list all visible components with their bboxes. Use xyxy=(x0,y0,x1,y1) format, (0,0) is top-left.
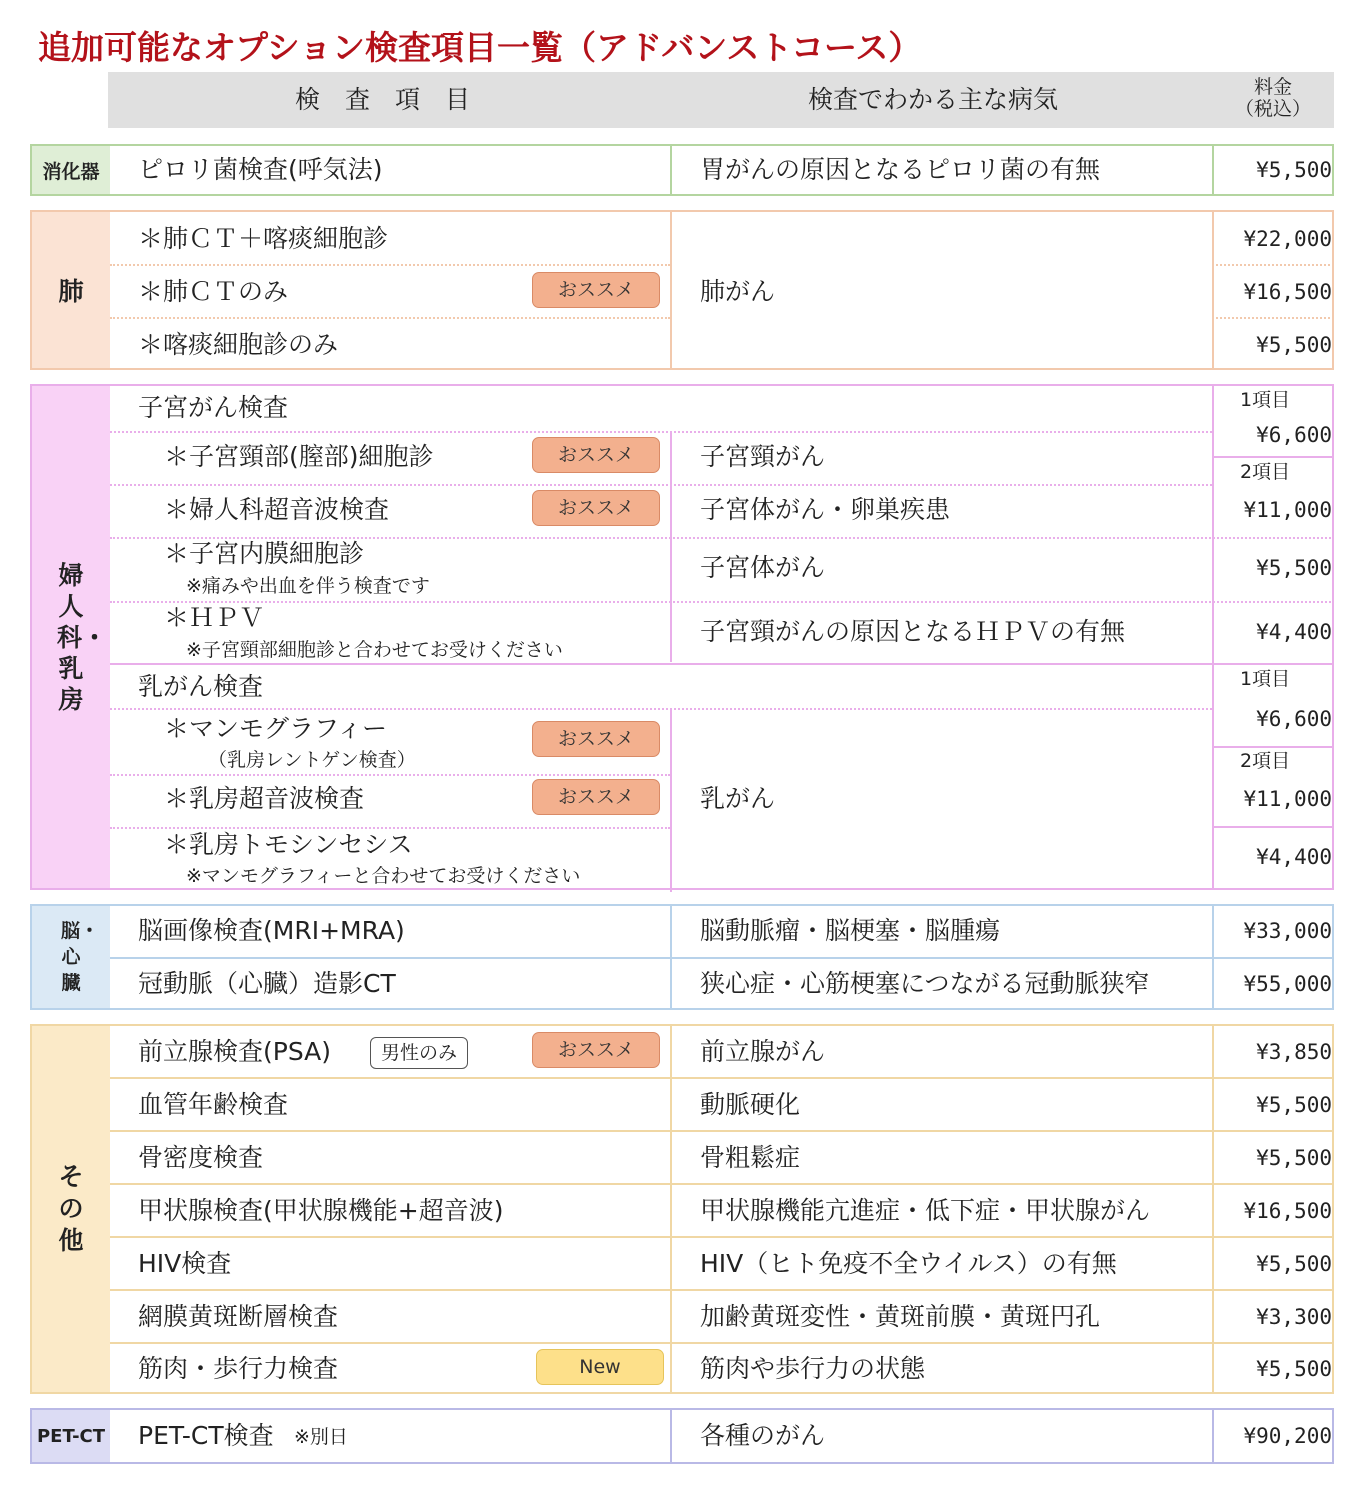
uterus-price-1-label: 1項目 xyxy=(1240,389,1291,411)
section-pet xyxy=(30,1408,1334,1464)
badge-recommend: おススメ xyxy=(532,779,660,815)
divider xyxy=(670,146,672,194)
disease-coronary-ct: 狭心症・心筋梗塞につながる冠動脈狭窄 xyxy=(700,969,1150,998)
section-brain xyxy=(30,904,1334,1010)
section-gyn xyxy=(30,384,1334,890)
item-lung-ct-sputum: ＊肺ＣＴ＋喀痰細胞診 xyxy=(138,224,389,253)
price-psa: ¥3,850 xyxy=(1256,1040,1332,1064)
price-pylori: ¥5,500 xyxy=(1256,158,1332,182)
disease-hiv: HIV（ヒト免疫不全ウイルス）の有無 xyxy=(700,1249,1117,1278)
price-brain-mri: ¥33,000 xyxy=(1243,919,1332,943)
disease-endometrial: 子宮体がん xyxy=(700,553,826,582)
item-pylori: ピロリ菌検査(呼気法) xyxy=(138,155,383,184)
category-gyn xyxy=(32,386,110,888)
category-brain xyxy=(32,906,110,1008)
price-lung-ct-sputum: ¥22,000 xyxy=(1243,227,1332,251)
price-coronary-ct: ¥55,000 xyxy=(1243,972,1332,996)
price-lung-ct: ¥16,500 xyxy=(1243,280,1332,304)
price-retina: ¥3,300 xyxy=(1256,1305,1332,1329)
row-divider xyxy=(110,827,670,829)
price-sputum: ¥5,500 xyxy=(1256,333,1332,357)
header-disease: 検査でわかる主な病気 xyxy=(808,85,1059,114)
item-coronary-ct: 冠動脈（心臓）造影CT xyxy=(138,969,396,998)
breast-header: 乳がん検査 xyxy=(138,672,264,701)
item-sputum: ＊喀痰細胞診のみ xyxy=(138,330,339,359)
disease-gyn-ultrasound: 子宮体がん・卵巣疾患 xyxy=(700,495,951,524)
badge-recommend: おススメ xyxy=(532,272,660,308)
divider xyxy=(670,212,672,368)
divider xyxy=(670,432,672,662)
disease-thyroid: 甲状腺機能亢進症・低下症・甲状腺がん xyxy=(700,1196,1151,1225)
uterus-price-2-label: 2項目 xyxy=(1240,461,1291,483)
price-thyroid: ¥16,500 xyxy=(1243,1199,1332,1223)
breast-price-1: ¥6,600 xyxy=(1256,707,1332,731)
price-vascular-age: ¥5,500 xyxy=(1256,1093,1332,1117)
disease-psa: 前立腺がん xyxy=(700,1037,826,1066)
badge-recommend: おススメ xyxy=(532,1032,660,1068)
row-divider xyxy=(1212,456,1334,458)
disease-cervical: 子宮頸がん xyxy=(700,442,826,471)
row-divider xyxy=(110,774,670,776)
category-digestive: 消化器 xyxy=(32,146,110,194)
breast-price-2-label: 2項目 xyxy=(1240,750,1291,772)
item-muscle: 筋肉・歩行力検査 xyxy=(138,1354,339,1383)
uterus-header: 子宮がん検査 xyxy=(138,393,289,422)
header-price xyxy=(1214,76,1332,120)
disease-pet: 各種のがん xyxy=(700,1421,826,1450)
item-gyn-ultrasound: ＊婦人科超音波検査 xyxy=(164,495,390,524)
row-divider xyxy=(110,601,1334,603)
badge-new: New xyxy=(536,1349,664,1385)
category-brain-label: 脳・心臓 xyxy=(61,920,100,994)
note-tomosynthesis: ※マンモグラフィーと合わせてお受けください xyxy=(186,865,581,887)
row-divider xyxy=(110,1130,1334,1132)
category-other-label: その他 xyxy=(58,1162,84,1255)
section-digestive xyxy=(30,144,1334,196)
row-divider xyxy=(1212,317,1334,319)
item-breast-ultrasound: ＊乳房超音波検査 xyxy=(164,784,365,813)
row-divider xyxy=(110,1077,1334,1079)
category-other xyxy=(32,1026,110,1392)
item-mammography: ＊マンモグラフィー xyxy=(164,714,388,743)
section-other xyxy=(30,1024,1334,1394)
disease-brain-mri: 脳動脈瘤・脳梗塞・脳腫瘍 xyxy=(700,916,1001,945)
disease-muscle: 筋肉や歩行力の状態 xyxy=(700,1354,926,1383)
disease-lung: 肺がん xyxy=(700,277,776,306)
category-pet: PET-CT xyxy=(32,1410,110,1462)
row-divider xyxy=(1212,746,1334,748)
breast-price-2: ¥11,000 xyxy=(1243,787,1332,811)
item-retina: 網膜黄斑断層検査 xyxy=(138,1302,339,1331)
item-pet: PET-CT検査 xyxy=(138,1421,274,1450)
header-price-line1: 料金 xyxy=(1253,76,1292,98)
section-lung xyxy=(30,210,1334,370)
row-divider xyxy=(110,1183,1334,1185)
price-muscle: ¥5,500 xyxy=(1256,1357,1332,1381)
item-endometrial: ＊子宮内膜細胞診 xyxy=(164,539,365,568)
badge-recommend: おススメ xyxy=(532,437,660,473)
badge-recommend: おススメ xyxy=(532,490,660,526)
note-pet: ※別日 xyxy=(294,1426,348,1448)
price-bone-density: ¥5,500 xyxy=(1256,1146,1332,1170)
disease-pylori: 胃がんの原因となるピロリ菌の有無 xyxy=(700,155,1101,184)
disease-breast: 乳がん xyxy=(700,784,776,813)
item-lung-ct: ＊肺ＣＴのみ xyxy=(138,277,289,306)
breast-price-1-label: 1項目 xyxy=(1240,668,1291,690)
price-hpv: ¥4,400 xyxy=(1256,620,1332,644)
item-tomosynthesis: ＊乳房トモシンセシス xyxy=(164,830,413,859)
row-divider xyxy=(110,708,1212,710)
item-cervical-cytology: ＊子宮頸部(膣部)細胞診 xyxy=(164,442,434,471)
row-divider xyxy=(110,663,1334,665)
uterus-price-1: ¥6,600 xyxy=(1256,423,1332,447)
header-item: 検 査 項 目 xyxy=(295,85,471,114)
item-thyroid: 甲状腺検査(甲状腺機能+超音波) xyxy=(138,1196,504,1225)
item-psa: 前立腺検査(PSA) xyxy=(138,1037,332,1066)
note-hpv: ※子宮頸部細胞診と合わせてお受けください xyxy=(186,639,563,661)
item-bone-density: 骨密度検査 xyxy=(138,1143,264,1172)
disease-hpv: 子宮頸がんの原因となるＨＰＶの有無 xyxy=(700,617,1126,646)
row-divider xyxy=(110,484,1212,486)
row-divider xyxy=(110,264,670,266)
disease-bone-density: 骨粗鬆症 xyxy=(700,1143,801,1172)
uterus-price-2: ¥11,000 xyxy=(1243,498,1332,522)
breast-price-3: ¥4,400 xyxy=(1256,845,1332,869)
row-divider xyxy=(1212,826,1334,828)
note-endometrial: ※痛みや出血を伴う検査です xyxy=(186,575,430,597)
item-brain-mri: 脳画像検査(MRI+MRA) xyxy=(138,916,405,945)
table-header-band xyxy=(108,72,1334,128)
item-hiv: HIV検査 xyxy=(138,1249,232,1278)
price-endometrial: ¥5,500 xyxy=(1256,556,1332,580)
category-lung: 肺 xyxy=(32,212,110,368)
page-title: 追加可能なオプション検査項目一覧（アドバンストコース） xyxy=(38,28,922,67)
category-gyn-label: 婦人科・乳房 xyxy=(57,560,108,714)
row-divider xyxy=(1212,264,1334,266)
row-divider xyxy=(110,1342,1334,1344)
price-pet: ¥90,200 xyxy=(1243,1424,1332,1448)
price-hiv: ¥5,500 xyxy=(1256,1252,1332,1276)
row-divider xyxy=(110,1289,1334,1291)
header-price-line2: （税込） xyxy=(1234,98,1311,120)
male-only-callout: 男性のみ xyxy=(370,1037,468,1069)
note-mammography: （乳房レントゲン検査） xyxy=(208,749,416,771)
row-divider xyxy=(110,431,1212,433)
divider xyxy=(670,708,672,892)
row-divider xyxy=(110,957,1334,959)
disease-retina: 加齢黄斑変性・黄斑前膜・黄斑円孔 xyxy=(700,1302,1101,1331)
row-divider xyxy=(110,317,670,319)
row-divider xyxy=(110,1236,1334,1238)
item-vascular-age: 血管年齢検査 xyxy=(138,1090,289,1119)
item-hpv: ＊ＨＰＶ xyxy=(164,603,265,632)
divider xyxy=(670,1410,672,1462)
disease-vascular-age: 動脈硬化 xyxy=(700,1090,801,1119)
badge-recommend: おススメ xyxy=(532,721,660,757)
divider xyxy=(670,1026,672,1392)
